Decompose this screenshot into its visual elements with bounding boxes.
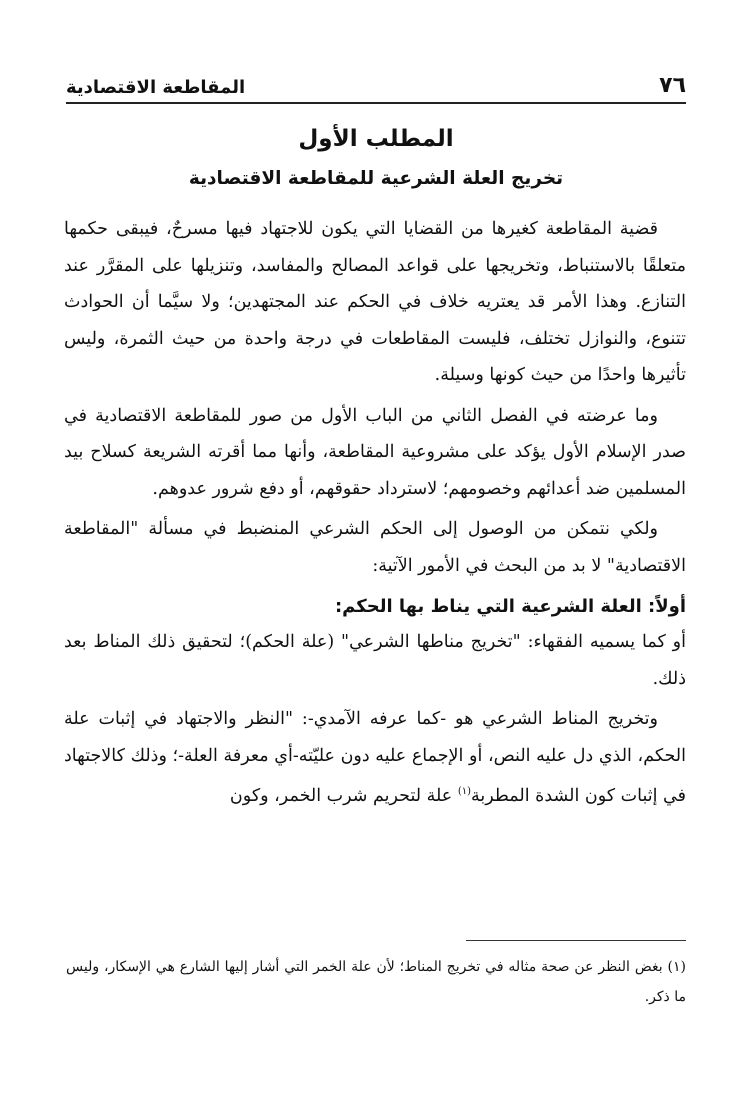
running-header [66, 64, 686, 104]
section-subtitle: تخريج العلة الشرعية للمقاطعة الاقتصادية [188, 168, 564, 189]
paragraph-last [64, 701, 686, 814]
running-title: المقاطعة الاقتصادية [66, 77, 246, 98]
footnote: (١) بغض النظر عن صحة مثاله في تخريج المناط؛ لأن علة الخمر التي أشار إليها الشارع هي الإسكار، وليس ما ذكر. [66, 959, 686, 1005]
paragraph-2: وما عرضته في الفصل الثاني من الباب الأول من صور للمقاطعة الاقتصادية في صدر الإسلام الأول يؤكد على مشروعية المقاطعة، وأنها مما أقرته الشريعة كسلاح بيد المسلمين ضد أعدائهم وخصومهم؛ لاسترداد حقوقهم، أو دفع شرور عدوهم. [64, 405, 686, 499]
point-paragraph: أو كما يسميه الفقهاء: "تخريج مناطها الشرعي" (علة الحكم)؛ لتحقيق ذلك المناط بعد ذلك. [64, 632, 686, 689]
body-text [64, 211, 686, 814]
paragraph-3: ولكي نتمكن من الوصول إلى الحكم الشرعي المنضبط في مسألة "المقاطعة الاقتصادية" لا بد من البحث في الأمور الآتية: [64, 519, 686, 576]
paragraph-1: قضية المقاطعة كغيرها من القضايا التي يكون للاجتهاد فيها مسرحٌ، فيبقى حكمها متعلقًا بالاستنباط، وتخريجها على قواعد المصالح والمفاسد، وتنزيلها على المقرَّر عند التنازع. وهذا الأمر قد يعتريه خلاف في الحكم عند المجتهدين؛ ولا سيَّما أن الحوادث تتنوع، والنوازل تختلف، فليست المقاطعات في درجة واحدة من حيث الثمرة، وليس تأثيرها واحدًا من حيث كونها وسيلة. [64, 219, 686, 385]
footnote-divider [466, 940, 686, 941]
point-heading: أولاً: العلة الشرعية التي يناط بها الحكم: [334, 596, 686, 617]
paragraph-last-continuation: علة لتحريم شرب الخمر، وكون [229, 785, 458, 806]
page-number: ٧٦ [659, 73, 686, 98]
footnote-marker: (١) [457, 786, 472, 797]
section-title: المطلب الأول [298, 126, 454, 152]
paragraph-last-text: وتخريج المناط الشرعي هو -كما عرفه الآمدي-: "النظر والاجتهاد في إثبات علة الحكم، الذي دل عليه النص، أو الإجماع عليه دون عليّته-أي معرفة العلة-؛ وذلك كالاجتهاد في إثبات كون الشدة المطربة [64, 709, 686, 806]
